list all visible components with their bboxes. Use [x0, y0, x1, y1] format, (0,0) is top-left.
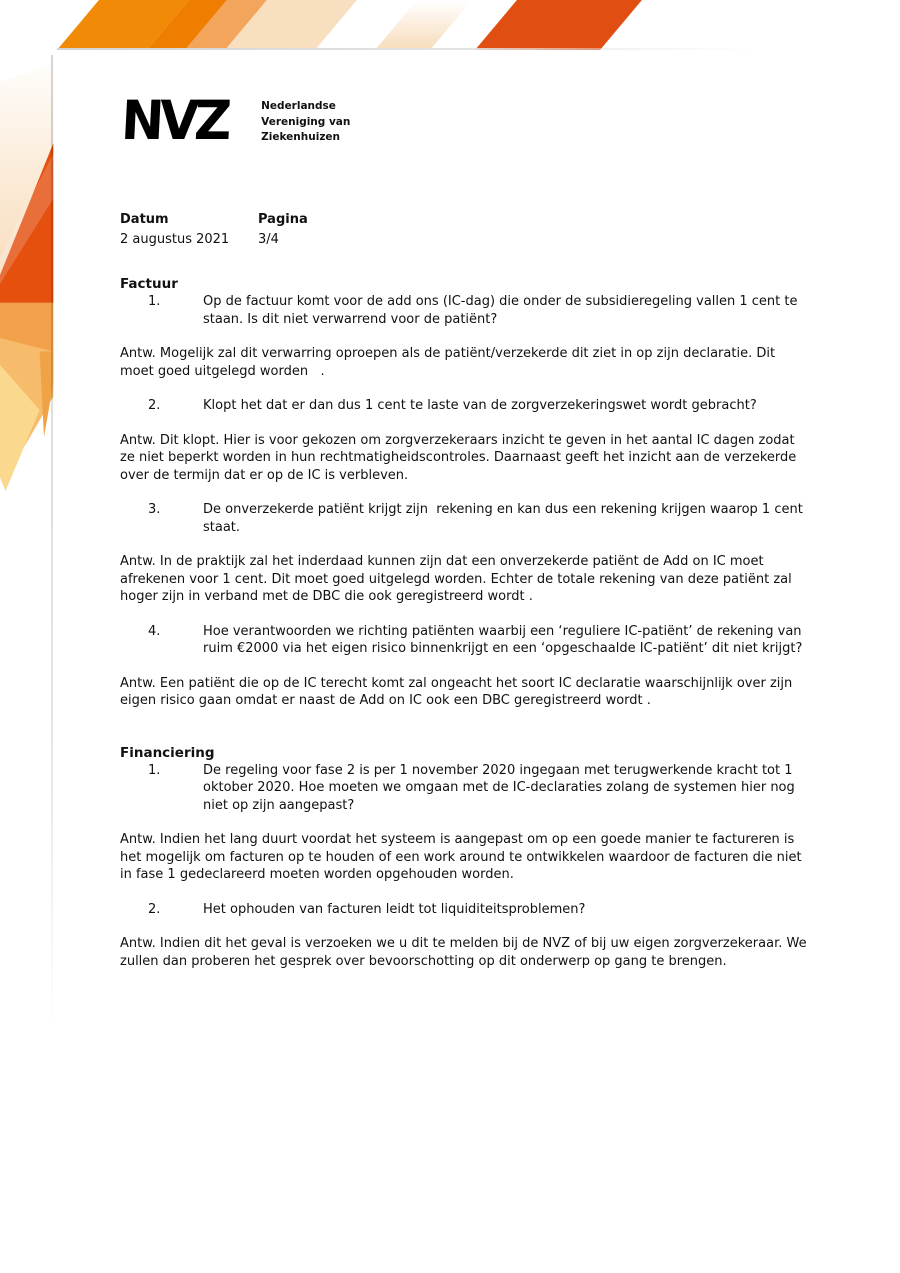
qa-sections: [120, 276, 811, 970]
section-financiering: [120, 744, 811, 971]
nvz-organisation-name: [261, 95, 350, 146]
question-text: De onverzekerde patiënt krijgt zijn rekening en kan dus een rekening krijgen waarop 1 cent staat.: [203, 502, 807, 535]
question-item: [120, 501, 808, 536]
section-heading: Factuur: [120, 276, 178, 292]
answer-text: Antw. Een patiënt die op de IC terecht komt zal ongeacht het soort IC declaratie waarschijnlijk over zijn eigen risico gaan omdat er naast de Add on IC ook een DBC geregistreerd wordt .: [120, 675, 797, 708]
question-item: [120, 293, 808, 328]
question-number: 4.: [148, 623, 161, 639]
org-name-line1: Nederlandse: [261, 100, 336, 112]
question-item: [120, 762, 808, 815]
question-text: De regeling voor fase 2 is per 1 november 2020 ingegaan met terugwerkende kracht tot 1 oktober 2020. Hoe moeten we omgaan met de IC-declaraties zolang de systemen hier nog niet op zijn aangepast?: [203, 762, 799, 813]
question-item: [120, 397, 808, 415]
nvz-logo: [119, 89, 808, 152]
question-item: [120, 901, 808, 919]
question-number: 3.: [148, 502, 161, 517]
meta-datum: [120, 212, 258, 247]
document-meta: [120, 212, 808, 247]
letter-content: [119, 0, 811, 987]
section-heading: Financiering: [120, 744, 215, 761]
section-factuur: [120, 276, 808, 710]
meta-pagina: [258, 212, 308, 247]
left-edge-decoration: [0, 50, 55, 500]
question-text: Hoe verantwoorden we richting patiënten waarbij een ‘reguliere IC-patiënt’ de rekening van ruim €2000 via het eigen risico binnenkrijgt en een ‘opgeschaalde IC-patiënt’ dit niet krijgt?: [203, 623, 806, 656]
answer-text: Antw. Indien dit het geval is verzoeken we u dit te melden bij de NVZ of bij uw eigen zorgverzekeraar. We zullen dan proberen het gesprek over bevoorschotting op dit onderwerp op gang te brengen.: [120, 936, 811, 969]
question-item: [120, 623, 808, 658]
page-edge-line: [51, 55, 53, 1035]
answer-text: Antw. Dit klopt. Hier is voor gekozen om zorgverzekeraars inzicht te geven in het aantal IC dagen zodat ze niet beperkt worden in hun rechtmatigheidscontroles. Daarnaast geeft het inzicht aan de verzekerde over de termijn dat er op de IC is verbleven.: [120, 432, 801, 483]
question-number: 1.: [148, 762, 161, 778]
answer-text: Antw. Indien het lang duurt voordat het systeem is aangepast om op een goede manier te factureren is het mogelijk om facturen op te houden of een work around te ontwikkelen waardoor de facturen die niet in fase 1 gedeclareerd moeten worden opgehouden worden.: [120, 832, 806, 882]
org-name-line2: Vereniging van: [261, 115, 351, 128]
question-text: Het ophouden van facturen leidt tot liquiditeitsproblemen?: [203, 901, 586, 917]
pagina-label: Pagina: [258, 212, 308, 227]
nvz-logo-letters: NVZ: [119, 89, 229, 152]
question-number: 2.: [148, 398, 161, 413]
datum-label: Datum: [120, 212, 169, 227]
answer-text: Antw. Mogelijk zal dit verwarring oproepen als de patiënt/verzekerde dit ziet in op zijn declaratie. Dit moet goed uitgelegd worden .: [120, 346, 780, 379]
org-name-line3: Ziekenhuizen: [261, 131, 341, 143]
question-number: 1.: [148, 294, 161, 309]
question-number: 2.: [148, 901, 161, 917]
question-text: Op de factuur komt voor de add ons (IC-dag) die onder de subsidieregeling vallen 1 cent te staan. Is dit niet verwarrend voor de patiënt?: [203, 294, 802, 327]
datum-value: 2 augustus 2021: [120, 232, 230, 247]
answer-text: Antw. In de praktijk zal het inderdaad kunnen zijn dat een onverzekerde patiënt de Add on IC moet afrekenen voor 1 cent. Dit moet goed uitgelegd worden. Echter de totale rekening van deze patiënt zal hoger zijn in verband met de DBC die ook geregistreerd wordt .: [120, 554, 796, 604]
question-text: Klopt het dat er dan dus 1 cent te laste van de zorgverzekeringswet wordt gebracht?: [203, 398, 757, 413]
pagina-value: 3/4: [258, 232, 279, 247]
